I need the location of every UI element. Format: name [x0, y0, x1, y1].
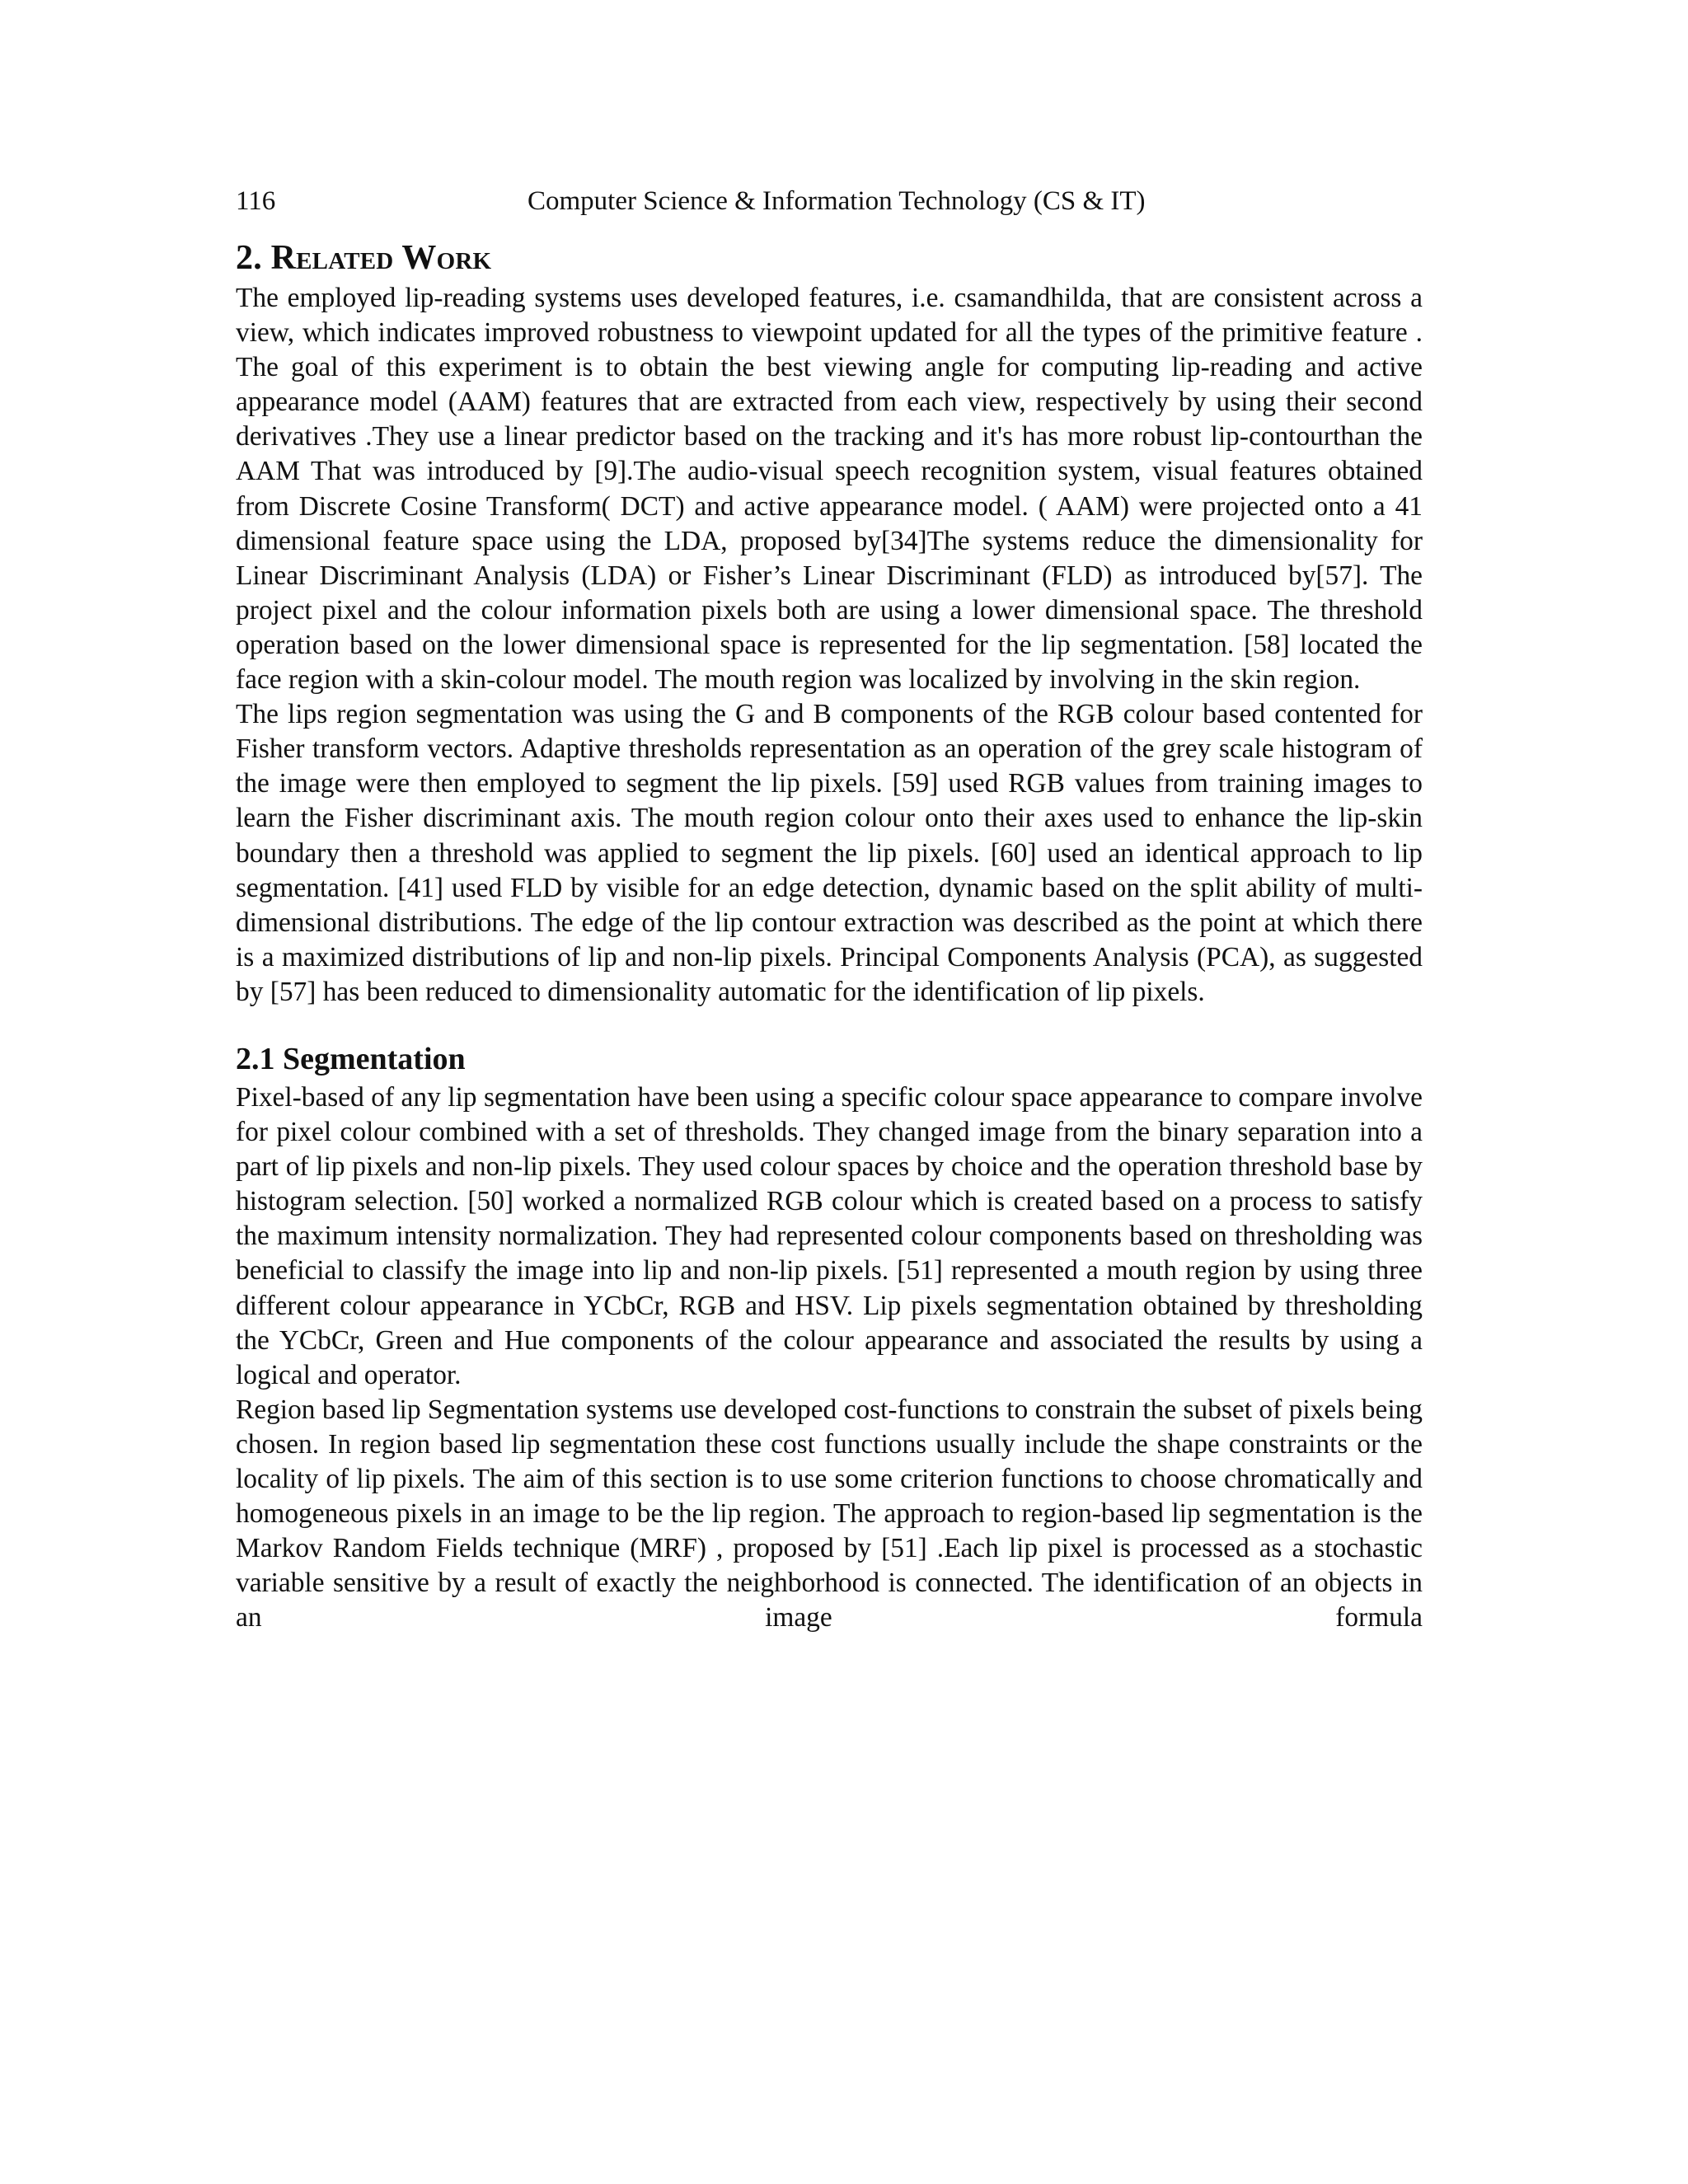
subsection-heading: 2.1 Segmentation	[236, 1041, 466, 1076]
page-number: 116	[236, 186, 276, 216]
main-content	[236, 235, 1423, 1635]
paragraph-related-work-1: The employed lip-reading systems uses developed features, i.e. csamandhilda, that are consistent across a view, which indicates improved robustness to viewpoint updated for all the types of the primitive feature . The goal of this experiment is to obtain the best viewing angle for computing lip-reading and active appearance model (AAM) features that are extracted from each view, respectively by using their second derivatives .They use a linear predictor based on the tracking and it's has more robust lip-contourthan the AAM That was introduced by [9].The audio-visual speech recognition system, visual features obtained from Discrete Cosine Transform( DCT) and active appearance model. ( AAM) were projected onto a 41 dimensional feature space using the LDA, proposed by[34]The systems reduce the dimensionality for Linear Discriminant Analysis (LDA) or Fisher’s Linear Discriminant (FLD) as introduced by[57]. The project pixel and the colour information pixels both are using a lower dimensional space. The threshold operation based on the lower dimensional space is represented for the lip segmentation. [58] located the face region with a skin-colour model. The mouth region was localized by involving in the skin region.	[236, 283, 1423, 696]
paragraph-segmentation-2: Region based lip Segmentation systems use developed cost-functions to constrain the subset of pixels being chosen. In region based lip segmentation these cost functions usually include the shape constraints or the locality of lip pixels. The aim of this section is to use some criterion functions to choose chromatically and homogeneous pixels in an image to be the lip region. The approach to region-based lip segmentation is the Markov Random Fields technique (MRF) , proposed by [51] .Each lip pixel is processed as a stochastic variable sensitive by a result of exactly the neighborhood is connected. The identification of an objects in an image formula	[236, 1394, 1423, 1633]
journal-title: Computer Science & Information Technology (CS & IT)	[528, 186, 1146, 216]
paragraph-segmentation-1: Pixel-based of any lip segmentation have been using a specific colour space appearance to compare involve for pixel colour combined with a set of thresholds. They changed image from the binary separation into a part of lip pixels and non-lip pixels. They used colour spaces by choice and the operation threshold base by histogram selection. [50] worked a normalized RGB colour which is created based on a process to satisfy the maximum intensity normalization. They had represented colour components based on thresholding was beneficial to classify the image into lip and non-lip pixels. [51] represented a mouth region by using three different colour appearance in YCbCr, RGB and HSV. Lip pixels segmentation obtained by thresholding the YCbCr, Green and Hue components of the colour appearance and associated the results by using a logical and operator.	[236, 1081, 1423, 1390]
paragraph-related-work-2: The lips region segmentation was using the G and B components of the RGB colour based contented for Fisher transform vectors. Adaptive thresholds representation as an operation of the grey scale histogram of the image were then employed to segment the lip pixels. [59] used RGB values from training images to learn the Fisher discriminant axis. The mouth region colour onto their axes used to enhance the lip-skin boundary then a threshold was applied to segment the lip pixels. [60] used an identical approach to lip segmentation. [41] used FLD by visible for an edge detection, dynamic based on the split ability of multi-dimensional distributions. The edge of the lip contour extraction was described as the point at which there is a maximized distributions of lip and non-lip pixels. Principal Components Analysis (PCA), as suggested by [57] has been reduced to dimensionality automatic for the identification of lip pixels.	[236, 699, 1423, 1007]
section-heading: 2. Related Work	[236, 239, 492, 277]
running-header	[236, 183, 1423, 219]
